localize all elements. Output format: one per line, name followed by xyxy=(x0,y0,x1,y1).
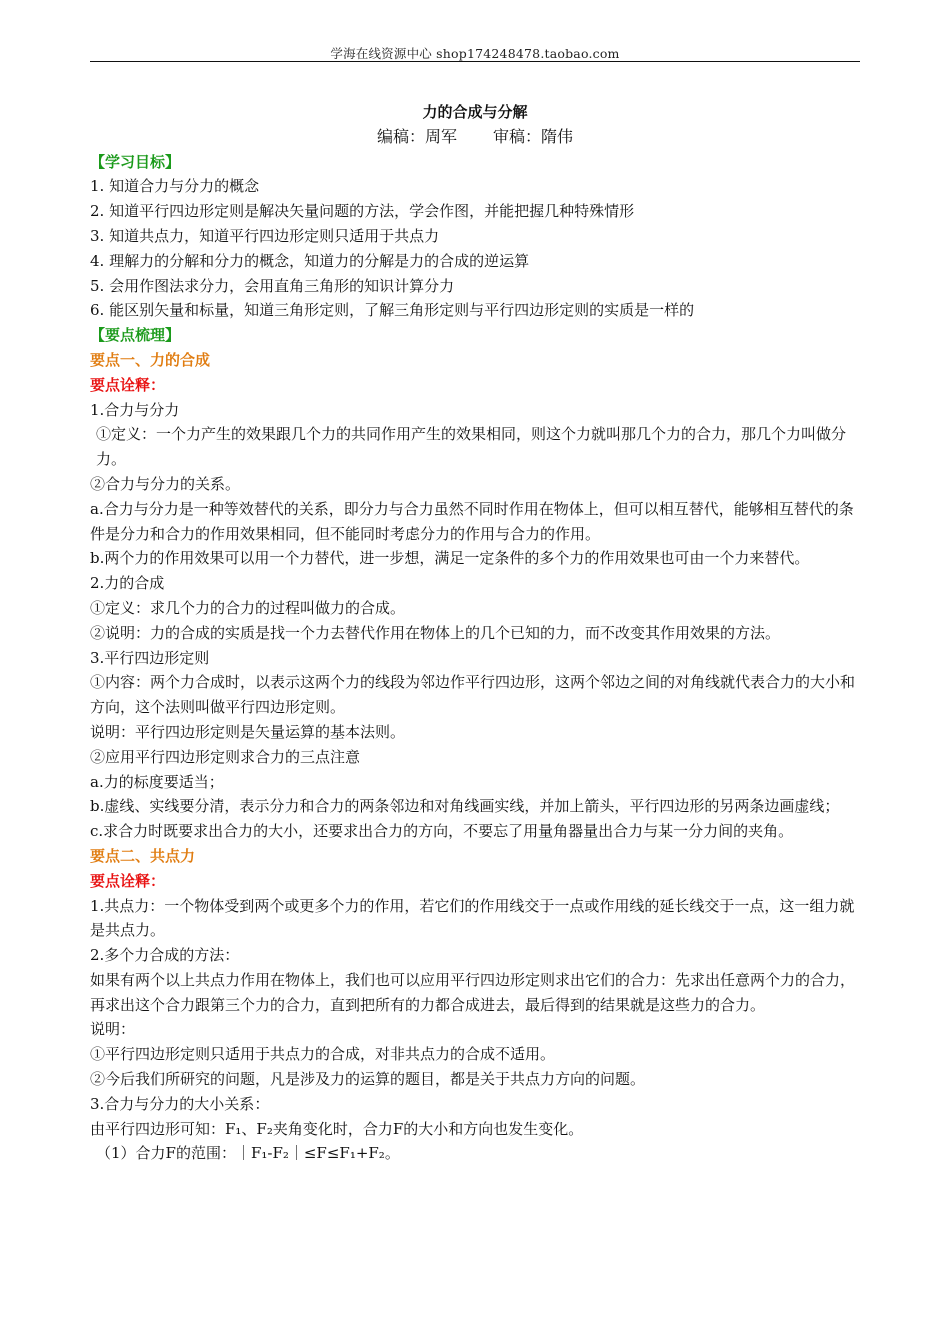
section1-line: a.力的标度要适当； xyxy=(90,772,224,791)
objective-item: 5. 会用作图法求分力，会用直角三角形的知识计算分力 xyxy=(90,276,455,295)
objective-item: 4. 理解力的分解和分力的概念，知道力的分解是力的合成的逆运算 xyxy=(90,251,530,270)
header-rule xyxy=(90,61,860,62)
objective-item: 2. 知道平行四边形定则是解决矢量问题的方法，学会作图，并能把握几种特殊情形 xyxy=(90,202,635,221)
section2-line: 1.共点力：一个物体受到两个或更多个力的作用，若它们的作用线交于一点或作用线的延长线交于一点，这一组力就是共点力。 xyxy=(90,896,855,940)
section1-line: c.求合力时既要求出合力的大小，还要求出合力的方向，不要忘了用量角器量出合力与某一分力间的夹角。 xyxy=(90,822,794,841)
section1-heading: 要点一、力的合成 xyxy=(90,350,211,369)
section1-line: ①定义：求几个力的合力的过程叫做力的合成。 xyxy=(90,598,406,617)
section1-line: 说明：平行四边形定则是矢量运算的基本法则。 xyxy=(90,722,406,741)
objective-item: 6. 能区别矢量和标量，知道三角形定则，了解三角形定则与平行四边形定则的实质是一样的 xyxy=(90,301,695,320)
section1-line: b.虚线、实线要分清，表示分力和合力的两条邻边和对角线画实线，并加上箭头，平行四边形的另两条边画虚线； xyxy=(90,797,840,816)
objective-item: 1. 知道合力与分力的概念 xyxy=(90,177,260,196)
section2-line: 2.多个力合成的方法： xyxy=(90,946,240,965)
section1-line: ①内容：两个力合成时，以表示这两个力的线段为邻边作平行四边形，这两个邻边之间的对角线就代表合力的大小和方向，这个法则叫做平行四边形定则。 xyxy=(90,673,856,717)
document-body xyxy=(90,100,860,1166)
section2-line: ②今后我们所研究的问题，凡是涉及力的运算的题目，都是关于共点力方向的问题。 xyxy=(90,1070,646,1089)
section1-line: 1.合力与分力 xyxy=(90,400,180,419)
reviewer: 审稿：隋伟 xyxy=(493,126,574,146)
byline xyxy=(90,125,860,150)
section1-line: 2.力的合成 xyxy=(90,574,165,593)
section2-line: 3.合力与分力的大小关系： xyxy=(90,1094,270,1113)
document-title: 力的合成与分解 xyxy=(422,103,528,121)
section1-line: ②合力与分力的关系。 xyxy=(90,474,241,493)
section1-line: 3.平行四边形定则 xyxy=(90,648,210,667)
objective-item: 3. 知道共点力，知道平行四边形定则只适用于共点力 xyxy=(90,226,440,245)
section2-line: （1）合力F的范围：｜F₁-F₂｜≤F≤F₁+F₂。 xyxy=(96,1144,400,1163)
section1-line: a.合力与分力是一种等效替代的关系，即分力与合力虽然不同时作用在物体上，但可以相互替代，能够相互替代的条件是分力和合力的作用效果相同，但不能同时考虑分力的作用与合力的作用。 xyxy=(90,499,854,543)
section1-line: ②应用平行四边形定则求合力的三点注意 xyxy=(90,747,361,766)
section2-line: 由平行四边形可知：F₁、F₂夹角变化时，合力F的大小和方向也发生变化。 xyxy=(90,1119,584,1138)
section2-line: ①平行四边形定则只适用于共点力的合成，对非共点力的合成不适用。 xyxy=(90,1045,556,1064)
objectives-heading: 【学习目标】 xyxy=(90,152,181,171)
section1-line: b.两个力的作用效果可以用一个力替代，进一步想，满足一定条件的多个力的作用效果也可由一个力来替代。 xyxy=(90,549,810,568)
section2-heading: 要点二、共点力 xyxy=(90,846,196,865)
keypoints-heading: 【要点梳理】 xyxy=(90,326,181,345)
section2-explain-label: 要点诠释： xyxy=(90,871,166,890)
page-header: 学海在线资源中心 shop174248478.taobao.com xyxy=(330,46,620,61)
section2-line: 如果有两个以上共点力作用在物体上，我们也可以应用平行四边形定则求出它们的合力：先求出任意两个力的合力，再求出这个合力跟第三个力的合力，直到把所有的力都合成进去，最后得到的结果就是这些力的合力。 xyxy=(90,970,856,1014)
section1-line: ②说明：力的合成的实质是找一个力去替代作用在物体上的几个已知的力，而不改变其作用效果的方法。 xyxy=(90,623,781,642)
section1-line: ①定义：一个力产生的效果跟几个力的共同作用产生的效果相同，则这个力就叫那几个力的合力，那几个力叫做分力。 xyxy=(96,425,847,469)
editor: 编稿：周军 xyxy=(376,126,457,146)
section2-line: 说明： xyxy=(90,1020,136,1039)
section1-explain-label: 要点诠释： xyxy=(90,375,166,394)
